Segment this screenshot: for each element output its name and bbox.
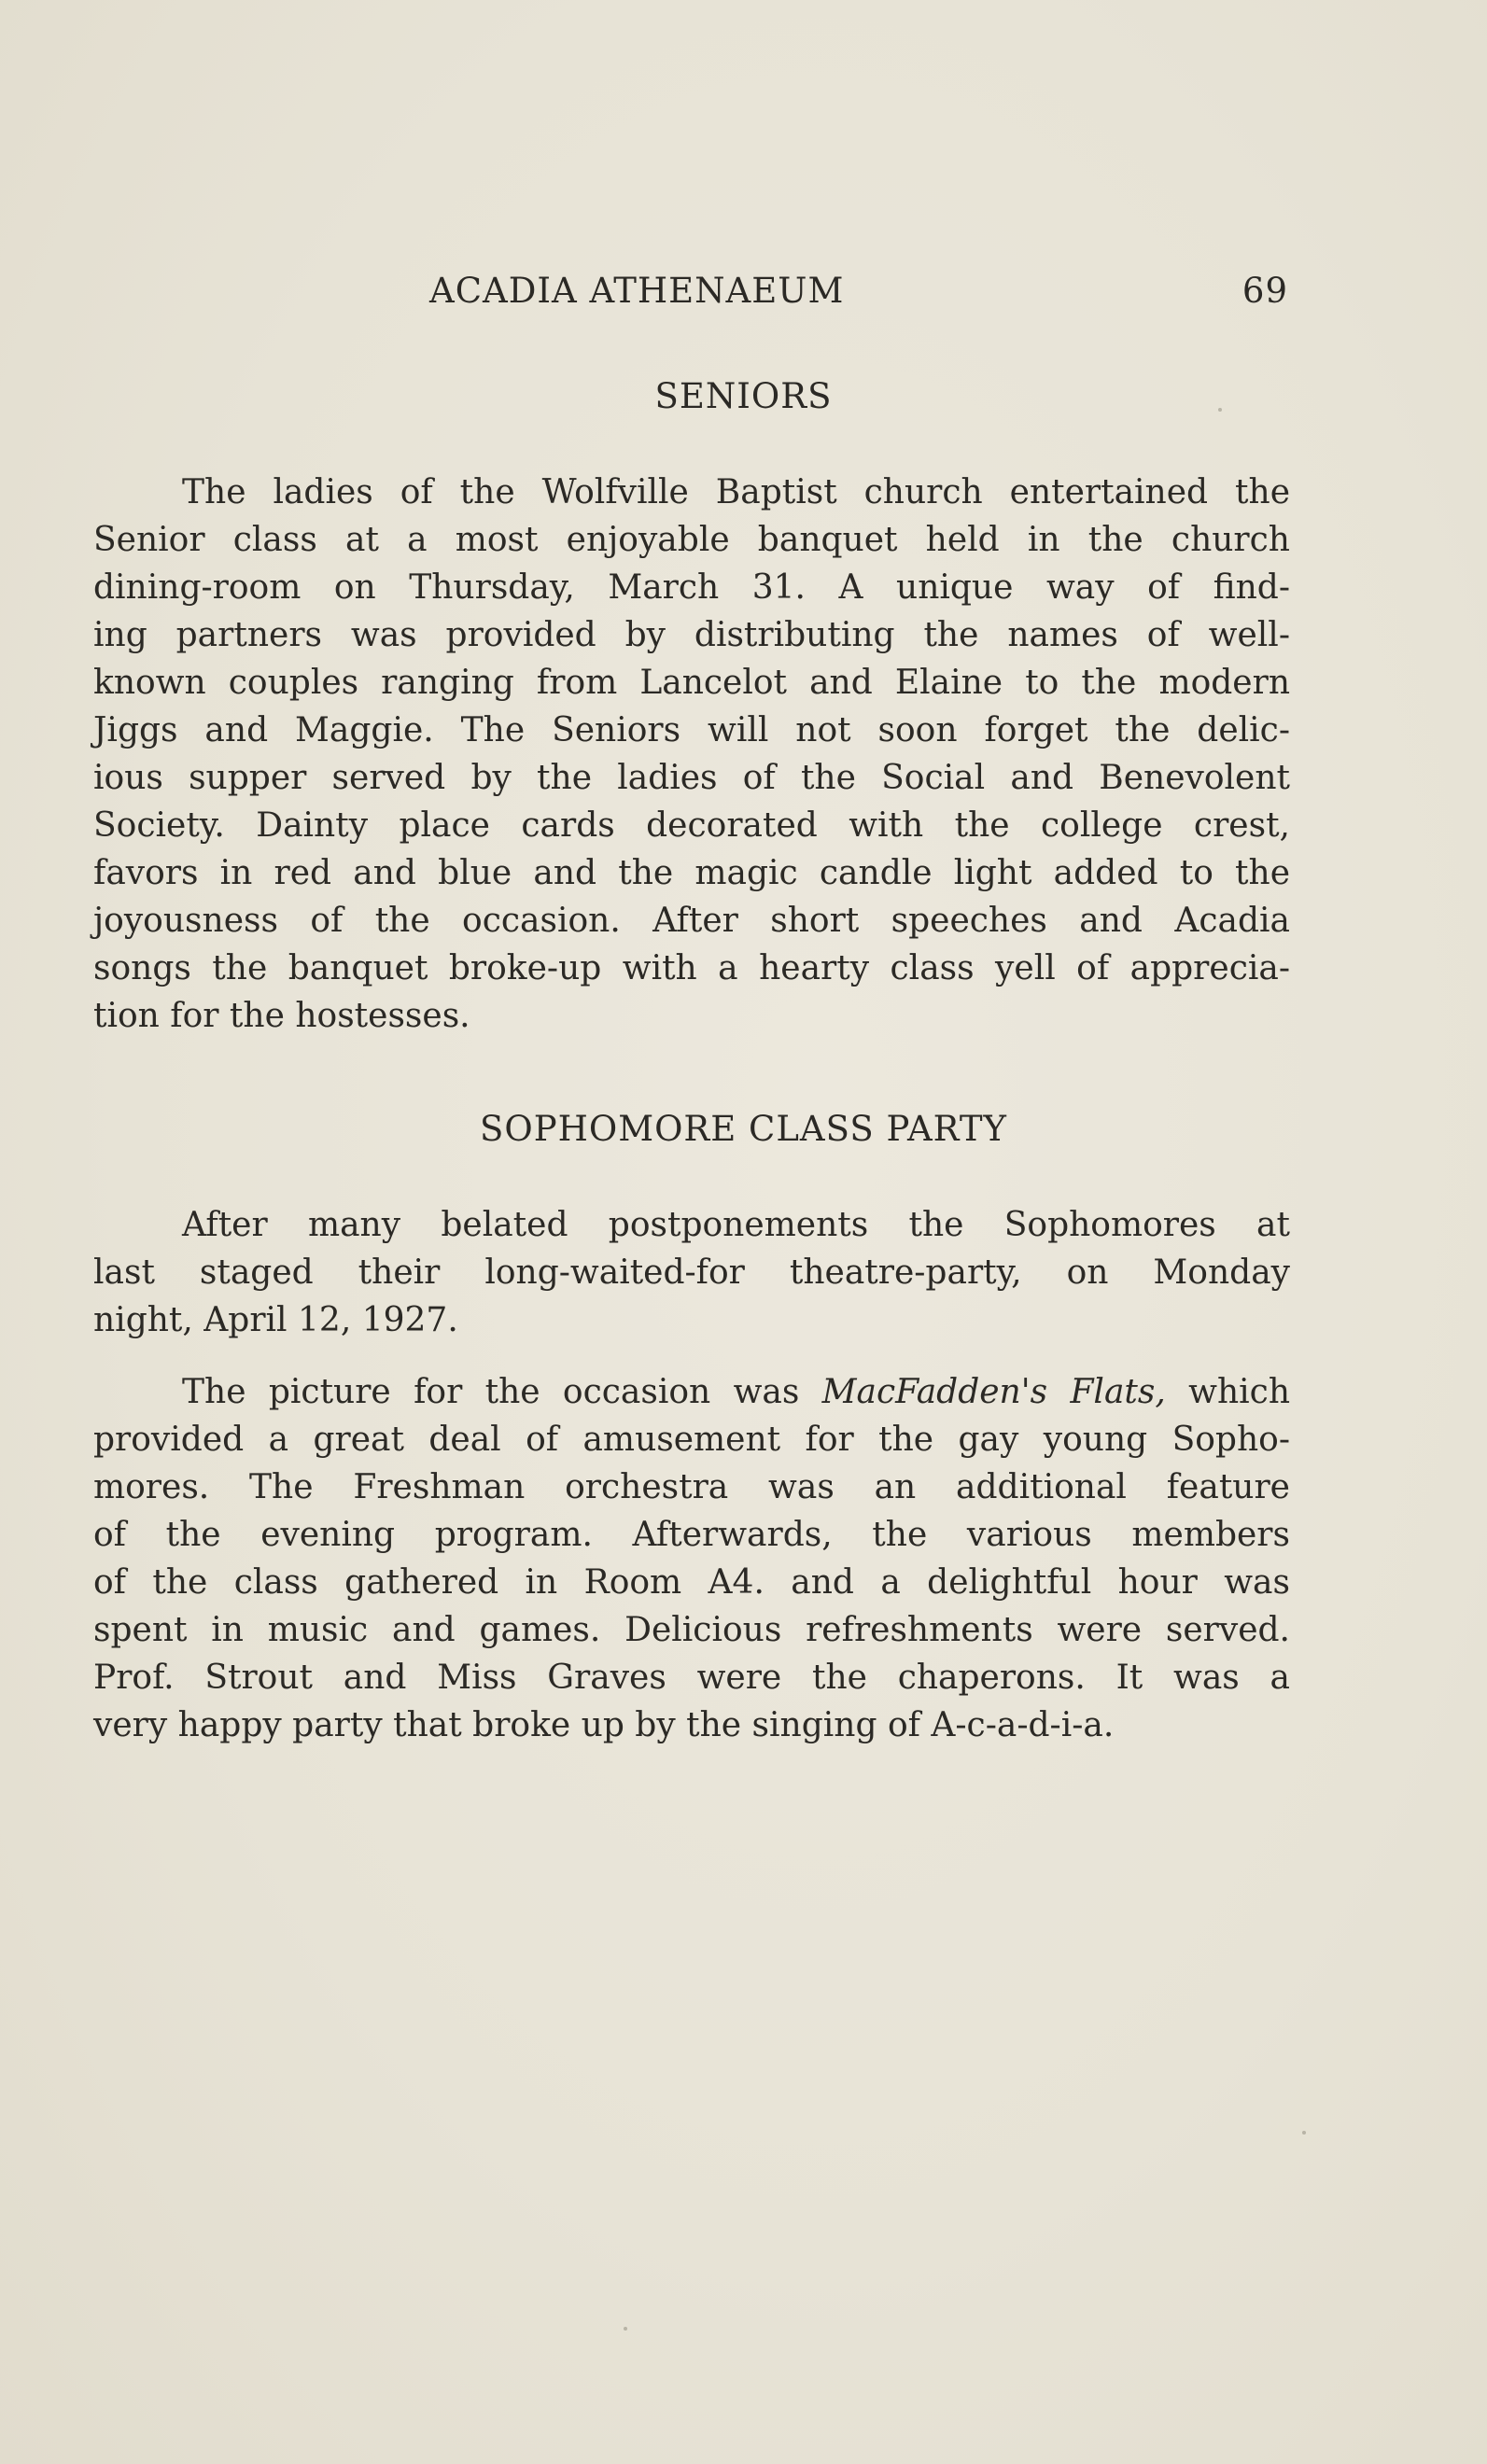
running-header <box>429 271 1288 317</box>
text-line: Society. Dainty place cards decorated with the college crest, <box>93 806 1290 845</box>
text-run: which <box>1165 1373 1290 1411</box>
text-line: The ladies of the Wolfville Baptist church entertained the <box>182 473 1290 511</box>
film-title: MacFadden's Flats, <box>821 1373 1166 1411</box>
text-line: Senior class at a most enjoyable banquet held in the church <box>93 521 1290 559</box>
text-line: last staged their long-waited-for theatre-party, on Monday <box>93 1253 1290 1292</box>
text-line: Prof. Strout and Miss Graves were the chaperons. It was a <box>93 1659 1290 1697</box>
text-line <box>93 1368 1290 1416</box>
text-line: mores. The Freshman orchestra was an additional feature <box>93 1468 1290 1506</box>
text-line: Jiggs and Maggie. The Seniors will not soon forget the delic- <box>93 711 1290 749</box>
text-line: of the class gathered in Room A4. and a delightful hour was <box>93 1563 1290 1602</box>
text-line: songs the banquet broke-up with a hearty class yell of apprecia- <box>93 949 1290 987</box>
page-number: 69 <box>1242 271 1288 311</box>
text-line: night, April 12, 1927. <box>93 1301 458 1339</box>
text-line: joyousness of the occasion. After short speeches and Acadia <box>93 902 1290 940</box>
text-line: ing partners was provided by distributing the names of well- <box>93 616 1290 654</box>
section-heading-seniors: SENIORS <box>654 376 833 416</box>
text-line: known couples ranging from Lancelot and Elaine to the modern <box>93 664 1290 702</box>
text-line: favors in red and blue and the magic candle light added to the <box>93 854 1290 892</box>
journal-title: ACADIA ATHENAEUM <box>429 271 845 311</box>
text-line: very happy party that broke up by the singing of A-c-a-d-i-a. <box>93 1706 1115 1744</box>
text-line: provided a great deal of amusement for the gay young Sopho- <box>93 1421 1290 1459</box>
text-line: tion for the hostesses. <box>93 997 470 1035</box>
paper-speck <box>1302 2131 1306 2135</box>
text-line: ious supper served by the ladies of the Social and Benevolent <box>93 759 1290 797</box>
paper-speck <box>624 2327 627 2331</box>
paper-speck <box>1218 408 1222 412</box>
text-line: After many belated postponements the Sophomores at <box>182 1206 1290 1244</box>
text-line: dining-room on Thursday, March 31. A unique way of find- <box>93 568 1290 607</box>
sophomore-paragraph-1 <box>93 1201 1290 1344</box>
text-run: The picture for the occasion was <box>182 1373 822 1411</box>
section-heading-sophomore: SOPHOMORE CLASS PARTY <box>480 1109 1007 1149</box>
sophomore-paragraph-2 <box>93 1368 1290 1749</box>
text-line: spent in music and games. Delicious refreshments were served. <box>93 1611 1290 1649</box>
text-line: of the evening program. Afterwards, the various members <box>93 1516 1290 1554</box>
seniors-paragraph <box>93 469 1290 1040</box>
